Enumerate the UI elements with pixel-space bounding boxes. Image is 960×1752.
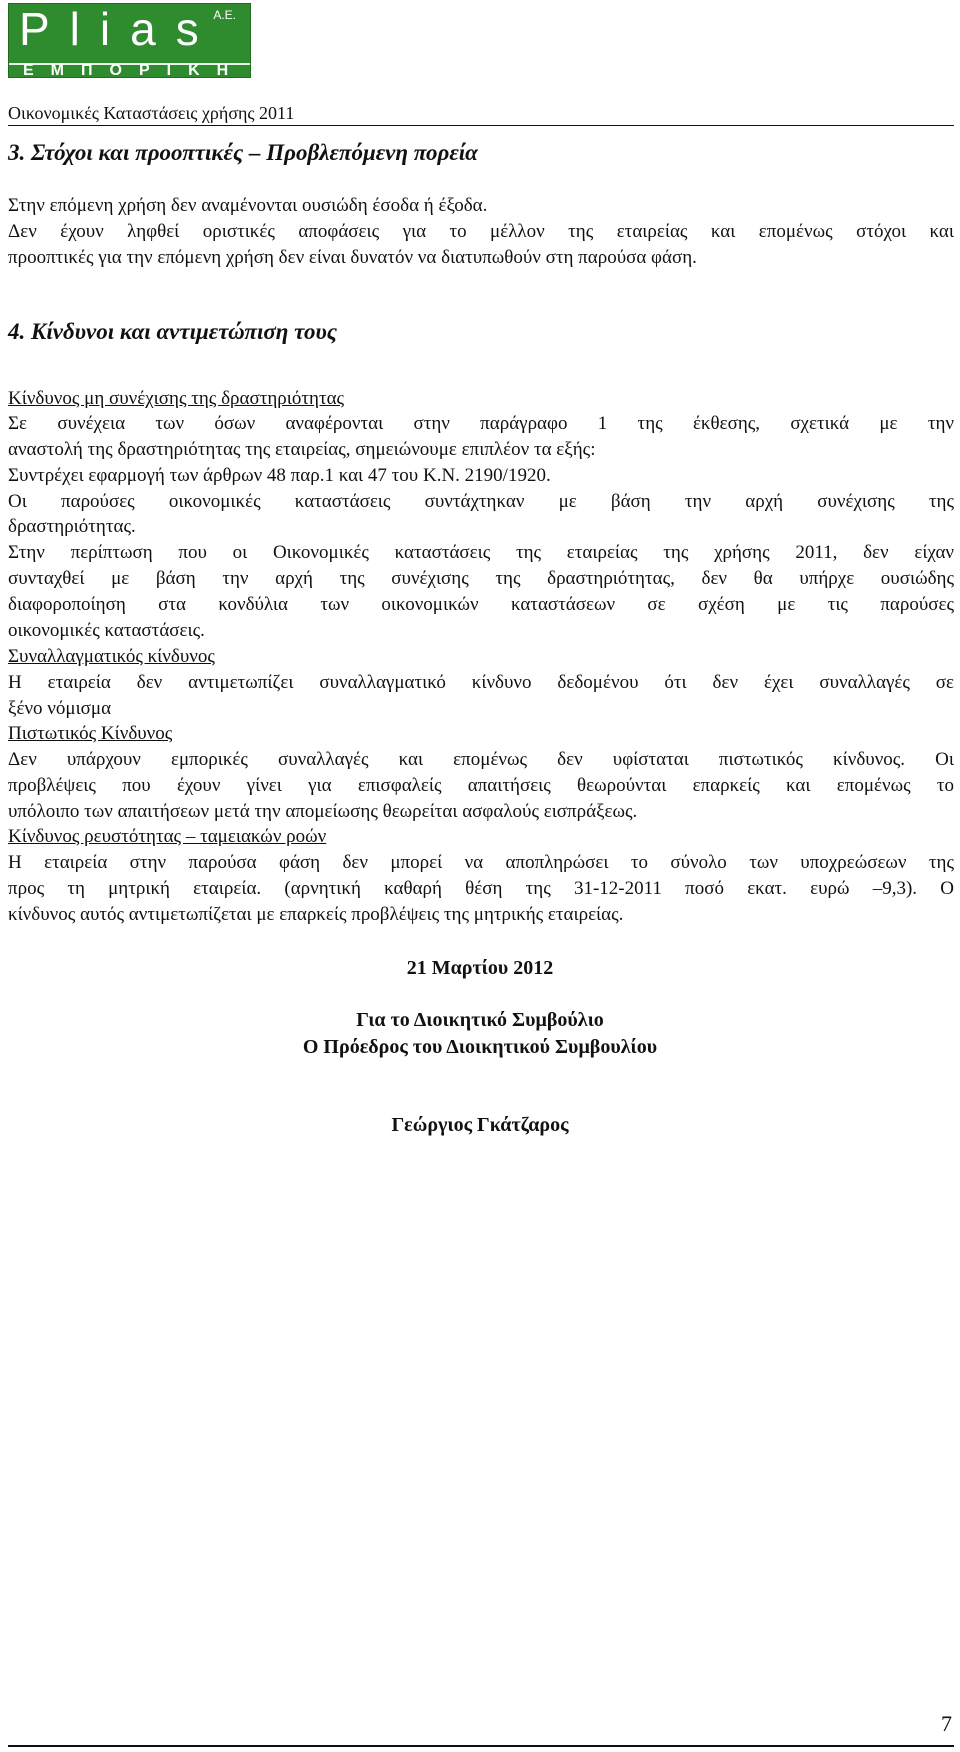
continuity-line: συνταχθεί με βάση την αρχή της συνέχισης της δραστηριότητας, δεν θα υπήρχε ουσιώδης: [8, 568, 954, 589]
liquidity-risk-title: Κίνδυνος ρευστότητας – ταμειακών ροών: [8, 826, 327, 847]
running-header: Οικονομικές Καταστάσεις χρήσης 2011: [8, 103, 295, 123]
section-3-line: Στην επόμενη χρήση δεν αναμένονται ουσιώδη έσοδα ή έξοδα.: [8, 195, 488, 216]
credit-line: υπόλοιπο των απαιτήσεων μετά την απομείωσης θεωρείται ασφαλούς εισπράξεως.: [8, 801, 638, 822]
logo-subtitle: ΕΜΠΟΡΙΚΗ: [23, 62, 246, 78]
section-3-line: Δεν έχουν ληφθεί οριστικές αποφάσεις για το μέλλον της εταιρείας και επομένως στόχοι και: [8, 221, 954, 242]
liquidity-line: προς τη μητρική εταιρεία. (αρνητική καθαρή θέση της 31-12-2011 ποσό εκατ. ευρώ –9,3). Ο: [8, 878, 954, 899]
continuity-line: διαφοροποίηση στα κονδύλια των οικονομικών καταστάσεων σε σχέση με τις παρούσες: [8, 594, 954, 615]
continuity-line: Συντρέχει εφαρμογή των άρθρων 48 παρ.1 και 47 του Κ.Ν. 2190/1920.: [8, 465, 551, 486]
report-date: 21 Μαρτίου 2012: [406, 957, 554, 979]
logo-ae: A.E.: [213, 8, 236, 22]
continuity-line: αναστολή της δραστηριότητας της εταιρείας, σημειώνουμε επιπλέον τα εξής:: [8, 439, 596, 460]
section-3-heading: 3. Στόχοι και προοπτικές – Προβλεπόμενη πορεία: [8, 140, 478, 165]
continuity-line: Οι παρούσες οικονομικές καταστάσεις συντάχτηκαν με βάση την αρχή συνέχισης της: [8, 491, 954, 512]
fx-line: Η εταιρεία δεν αντιμετωπίζει συναλλαγματικό κίνδυνο δεδομένου ότι δεν έχει συναλλαγές σε: [8, 672, 954, 693]
fx-line: ξένο νόμισμα: [8, 698, 112, 719]
fx-risk-title: Συναλλαγματικός κίνδυνος: [8, 646, 215, 667]
header-rule: [8, 125, 954, 126]
company-logo: [8, 3, 251, 78]
page-number: 7: [941, 1711, 952, 1736]
credit-line: Δεν υπάρχουν εμπορικές συναλλαγές και επομένως δεν υφίσταται πιστωτικός κίνδυνος. Οι: [8, 749, 954, 770]
continuity-line: οικονομικές καταστάσεις.: [8, 620, 205, 641]
liquidity-line: Η εταιρεία στην παρούσα φάση δεν μπορεί να αποπληρώσει το σύνολο των υποχρεώσεων της: [8, 852, 954, 873]
section-3-line: προοπτικές για την επόμενη χρήση δεν είναι δυνατόν να διατυπωθούν στη παρούσα φάση.: [8, 247, 697, 268]
continuity-line: Σε συνέχεια των όσων αναφέρονται στην παράγραφο 1 της έκθεσης, σχετικά με την: [8, 413, 954, 434]
continuity-line: Στην περίπτωση που οι Οικονομικές καταστάσεις της εταιρείας της χρήσης 2011, δεν είχαν: [8, 542, 954, 563]
footer-rule: [8, 1745, 954, 1747]
continuity-risk-title: Κίνδυνος μη συνέχισης της δραστηριότητας: [8, 388, 345, 409]
logo-word: Plias: [19, 3, 219, 55]
credit-line: προβλέψεις που έχουν γίνει για επισφαλείς απαιτήσεις θεωρούνται επαρκείς και επομένως το: [8, 775, 954, 796]
continuity-line: δραστηριότητας.: [8, 516, 136, 537]
credit-risk-title: Πιστωτικός Κίνδυνος: [8, 723, 173, 744]
liquidity-line: κίνδυνος αυτός αντιμετωπίζεται με επαρκείς προβλέψεις της μητρικής εταιρείας.: [8, 904, 624, 925]
for-board: Για το Διοικητικό Συμβούλιο: [356, 1009, 604, 1031]
section-4-heading: 4. Κίνδυνοι και αντιμετώπιση τους: [8, 319, 338, 344]
signatory-name: Γεώργιος Γκάτζαρος: [391, 1114, 569, 1136]
chairman-title: Ο Πρόεδρος του Διοικητικού Συμβουλίου: [302, 1036, 658, 1058]
